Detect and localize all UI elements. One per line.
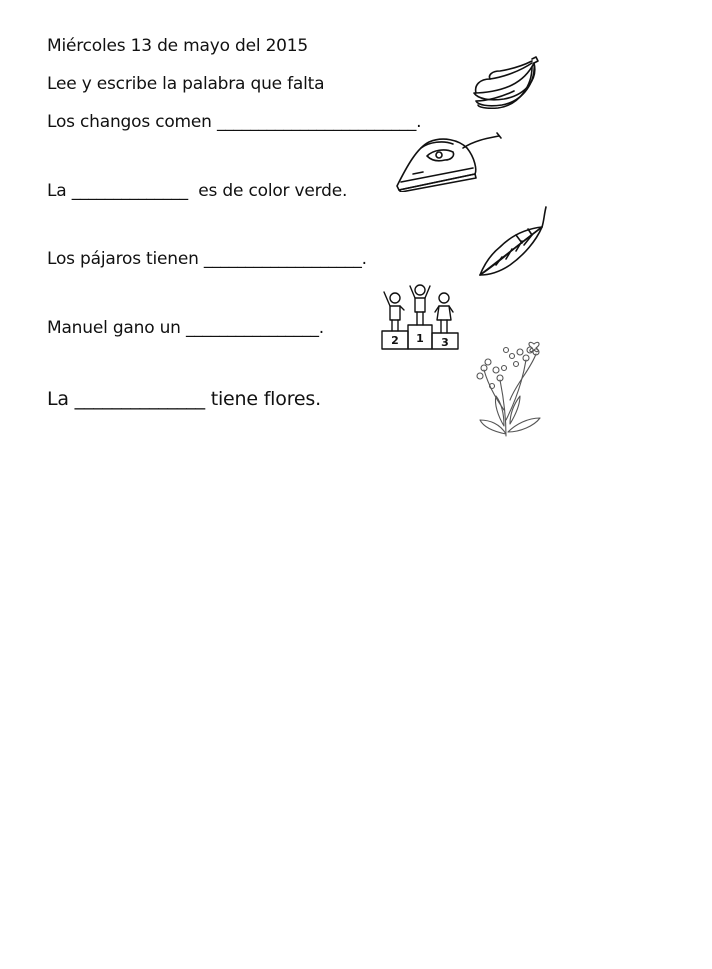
- sentence-1: Los changos comen ________________________.: [47, 112, 422, 132]
- sentence-5: La ______________ tiene flores.: [47, 388, 321, 410]
- sentence-2: La ______________ es de color verde.: [47, 181, 348, 201]
- flower-plant-icon: [470, 340, 550, 440]
- bananas-icon: [470, 55, 542, 109]
- sentence-4: Manuel gano un ________________.: [47, 318, 324, 338]
- podium-number-3: 3: [441, 336, 449, 349]
- feather-icon: [478, 205, 550, 279]
- podium-number-2: 2: [391, 334, 399, 347]
- instruction-line: Lee y escribe la palabra que falta: [47, 74, 325, 94]
- iron-icon: [393, 130, 503, 192]
- date-line: Miércoles 13 de mayo del 2015: [47, 36, 309, 56]
- sentence-3: Los pájaros tienen ___________________.: [47, 249, 367, 269]
- podium-icon: [380, 282, 460, 350]
- podium-number-1: 1: [416, 332, 424, 345]
